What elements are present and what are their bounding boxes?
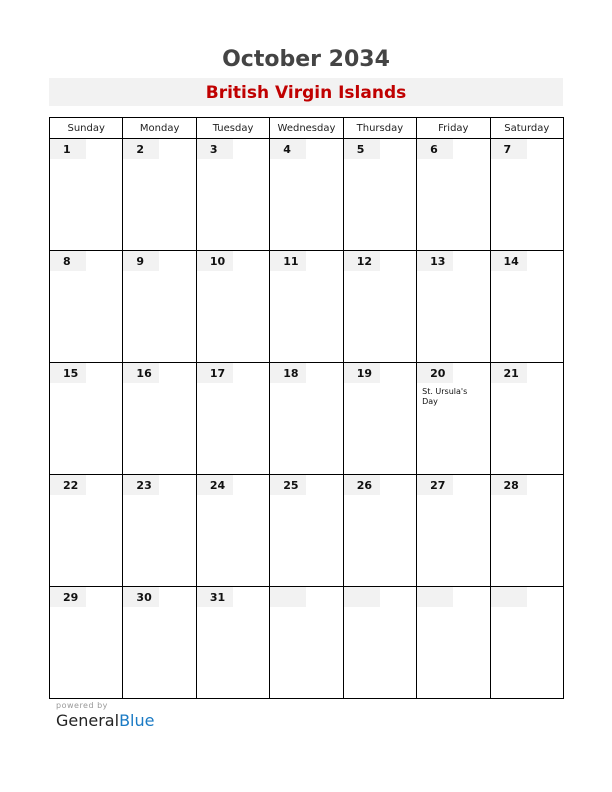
day-number [417, 587, 453, 607]
day-number: 24 [197, 475, 233, 495]
day-number: 3 [197, 139, 233, 159]
day-cell [490, 363, 563, 475]
day-number: 8 [50, 251, 86, 271]
day-cell [123, 587, 196, 699]
weekday-wednesday: Wednesday [270, 118, 343, 139]
day-number: 10 [197, 251, 233, 271]
day-number: 23 [123, 475, 159, 495]
day-cell [343, 587, 416, 699]
day-cell [490, 475, 563, 587]
day-cell [50, 475, 123, 587]
region-label: British Virgin Islands [205, 83, 407, 103]
day-cell [490, 139, 563, 251]
week-row [50, 587, 564, 699]
week-row [50, 363, 564, 475]
day-number: 22 [50, 475, 86, 495]
day-cell [270, 139, 343, 251]
day-number: 29 [50, 587, 86, 607]
day-number: 20 [417, 363, 453, 383]
powered-by-text: powered by [56, 701, 108, 710]
day-cell [343, 251, 416, 363]
day-number [270, 587, 306, 607]
day-cell [123, 475, 196, 587]
day-cell [270, 363, 343, 475]
day-cell [417, 139, 490, 251]
day-number: 25 [270, 475, 306, 495]
day-number: 12 [344, 251, 380, 271]
week-row [50, 251, 564, 363]
day-number: 18 [270, 363, 306, 383]
footer [56, 701, 154, 730]
day-cell [270, 251, 343, 363]
day-cell [490, 587, 563, 699]
day-cell [270, 587, 343, 699]
day-cell [343, 475, 416, 587]
day-number: 14 [491, 251, 527, 271]
day-number: 2 [123, 139, 159, 159]
day-number: 5 [344, 139, 380, 159]
day-number [491, 587, 527, 607]
day-number: 13 [417, 251, 453, 271]
weekday-saturday: Saturday [490, 118, 563, 139]
day-number: 7 [491, 139, 527, 159]
day-number: 27 [417, 475, 453, 495]
day-cell [50, 587, 123, 699]
day-cell [417, 475, 490, 587]
weekday-sunday: Sunday [50, 118, 123, 139]
week-row [50, 139, 564, 251]
day-number: 30 [123, 587, 159, 607]
region-banner [49, 78, 563, 106]
weekday-monday: Monday [123, 118, 196, 139]
day-number: 31 [197, 587, 233, 607]
weekday-header-row [50, 118, 564, 139]
brand-blue: Blue [119, 711, 155, 730]
day-cell [343, 363, 416, 475]
day-number [344, 587, 380, 607]
day-number: 16 [123, 363, 159, 383]
day-cell [196, 251, 269, 363]
day-number: 4 [270, 139, 306, 159]
day-cell [196, 363, 269, 475]
day-cell [196, 587, 269, 699]
day-number: 26 [344, 475, 380, 495]
day-cell [343, 139, 416, 251]
day-number: 9 [123, 251, 159, 271]
calendar-grid [49, 117, 564, 699]
brand-general: General [56, 711, 120, 730]
week-row [50, 475, 564, 587]
day-cell [123, 139, 196, 251]
calendar-title: October 2034 [222, 47, 390, 72]
day-cell [123, 363, 196, 475]
day-cell [270, 475, 343, 587]
day-number: 1 [50, 139, 86, 159]
day-cell [50, 363, 123, 475]
day-number: 11 [270, 251, 306, 271]
day-cell [417, 363, 490, 475]
day-cell [417, 251, 490, 363]
day-cell [196, 139, 269, 251]
day-cell [490, 251, 563, 363]
day-number: 6 [417, 139, 453, 159]
weekday-friday: Friday [417, 118, 490, 139]
weekday-thursday: Thursday [343, 118, 416, 139]
generalblue-logo[interactable] [56, 711, 154, 730]
day-cell [123, 251, 196, 363]
day-number: 19 [344, 363, 380, 383]
day-number: 21 [491, 363, 527, 383]
day-cell [50, 139, 123, 251]
day-cell [417, 587, 490, 699]
holiday-label: St. Ursula's Day [422, 387, 468, 406]
day-cell [50, 251, 123, 363]
day-cell [196, 475, 269, 587]
day-number: 28 [491, 475, 527, 495]
weekday-tuesday: Tuesday [196, 118, 269, 139]
day-number: 15 [50, 363, 86, 383]
day-number: 17 [197, 363, 233, 383]
